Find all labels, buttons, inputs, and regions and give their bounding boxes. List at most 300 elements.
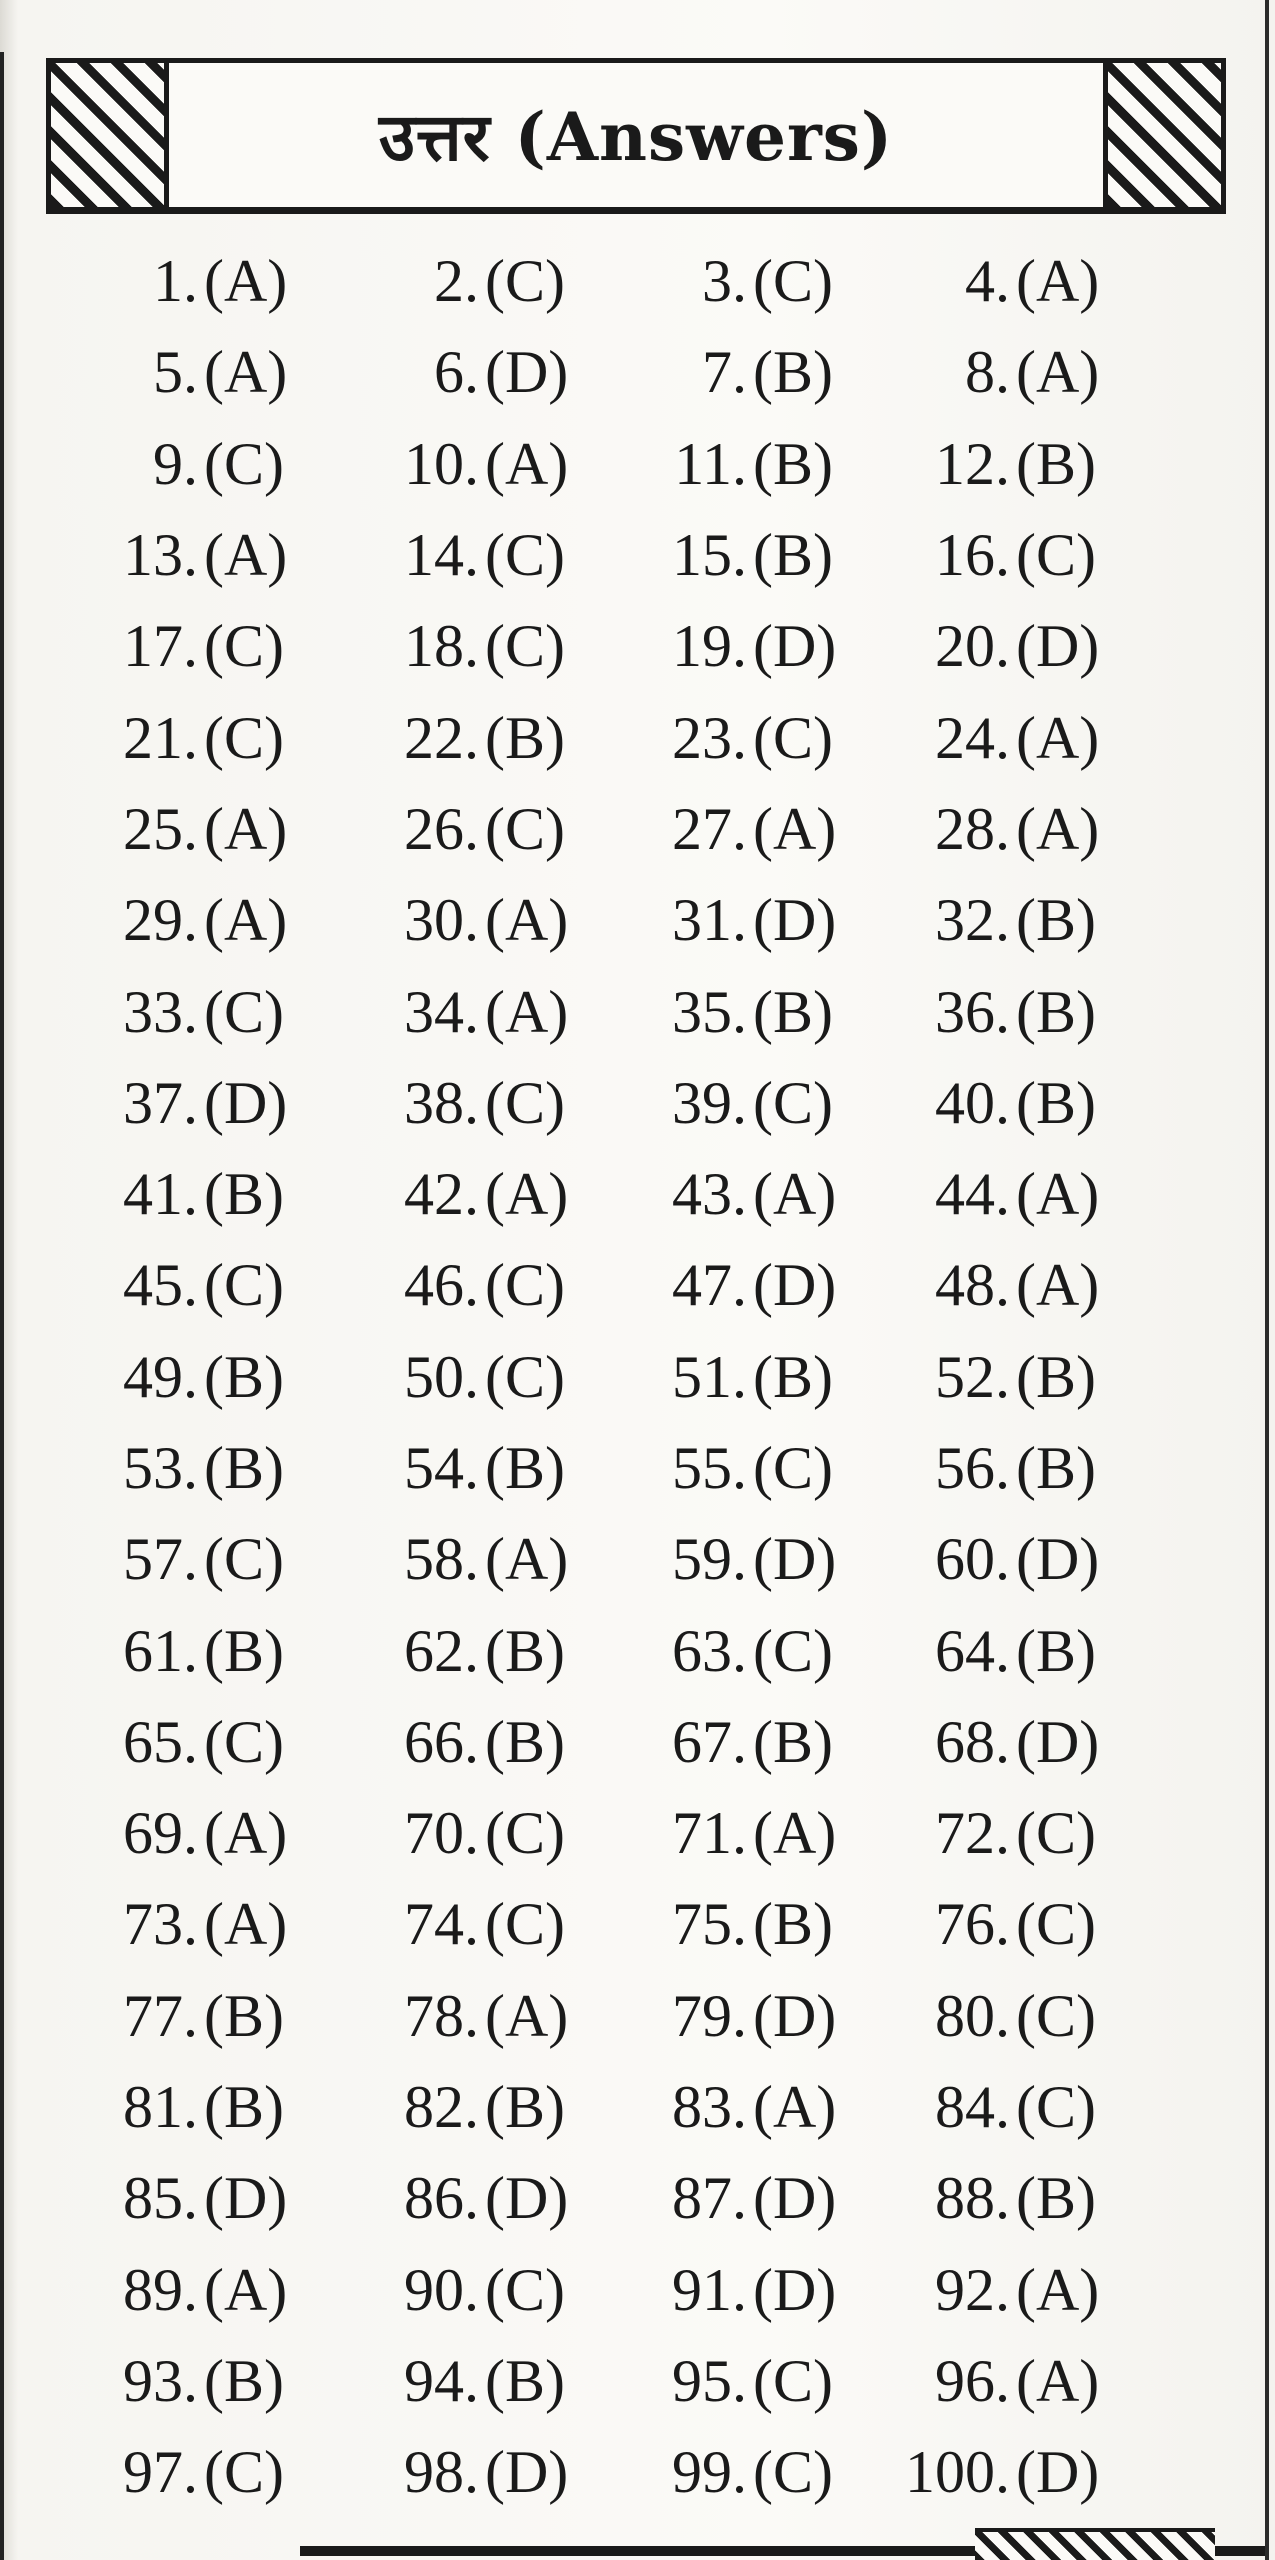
answer-option: (B) [485, 704, 565, 771]
question-number: 15. [672, 522, 747, 589]
answer-option: (C) [485, 1891, 565, 1958]
question-number: 89. [123, 2256, 198, 2323]
question-number: 59. [672, 1526, 747, 1593]
answer-option: (B) [485, 1435, 565, 1501]
answer-option: (C) [485, 248, 565, 315]
question-number: 41. [123, 1161, 198, 1228]
answer-item [637, 1788, 905, 1879]
answer-option: (C) [204, 613, 284, 680]
question-number: 94. [404, 2347, 479, 2414]
question-number: 69. [123, 1800, 198, 1867]
question-number: 45. [123, 1252, 198, 1319]
answer-item [637, 1058, 905, 1149]
answer-option: (C) [753, 248, 833, 315]
answer-item [905, 1697, 1180, 1788]
question-number: 60. [935, 1526, 1010, 1593]
answer-item [357, 2153, 637, 2244]
answer-option: (B) [1016, 1617, 1096, 1684]
answer-option: (B) [485, 1617, 565, 1684]
question-number: 100. [905, 2439, 1010, 2506]
question-number: 31. [672, 887, 747, 954]
answer-item [357, 510, 637, 601]
question-number: 10. [404, 430, 479, 497]
question-number: 62. [404, 1617, 479, 1684]
answer-item [637, 1605, 905, 1696]
answer-option: (D) [753, 2165, 837, 2232]
question-number: 53. [123, 1435, 198, 1501]
answer-option: (C) [753, 1617, 833, 1684]
answer-item [357, 1149, 637, 1240]
answer-item [905, 510, 1180, 601]
answer-item [357, 1514, 637, 1605]
answer-option: (C) [204, 1708, 284, 1775]
question-number: 75. [672, 1891, 747, 1958]
answer-item [905, 2153, 1180, 2244]
answer-option: (A) [1016, 1252, 1100, 1319]
answer-option: (B) [1016, 887, 1096, 954]
left-hatch-ornament [51, 63, 169, 207]
answer-item [357, 236, 637, 327]
answer-item [637, 1697, 905, 1788]
answer-option: (D) [753, 1982, 837, 2049]
answer-option: (C) [1016, 1982, 1096, 2049]
question-number: 24. [935, 704, 1010, 771]
answer-item [60, 784, 357, 875]
answer-item [60, 601, 357, 692]
answer-option: (A) [753, 795, 837, 862]
answer-item [60, 1240, 357, 1331]
answer-item [357, 1240, 637, 1331]
question-number: 91. [672, 2256, 747, 2323]
answer-option: (B) [753, 522, 833, 589]
answer-option: (C) [485, 2256, 565, 2323]
answer-item [357, 601, 637, 692]
answer-item [905, 784, 1180, 875]
answer-option: (A) [204, 248, 288, 315]
answer-option: (C) [485, 1252, 565, 1319]
answer-item [60, 1514, 357, 1605]
answer-item [905, 692, 1180, 783]
answer-option: (B) [753, 978, 833, 1045]
question-number: 70. [404, 1800, 479, 1867]
question-number: 22. [404, 704, 479, 771]
answer-option: (D) [753, 887, 837, 954]
question-number: 33. [123, 978, 198, 1045]
answer-item [637, 2062, 905, 2153]
answer-option: (B) [753, 430, 833, 497]
answer-option: (C) [485, 522, 565, 589]
answer-item [60, 1879, 357, 1970]
answer-item [60, 1971, 357, 2062]
answer-item [637, 419, 905, 510]
answer-item [60, 692, 357, 783]
question-number: 93. [123, 2347, 198, 2414]
answer-option: (C) [753, 1435, 833, 1501]
answer-option: (C) [204, 704, 284, 771]
answer-item [357, 1697, 637, 1788]
question-number: 32. [935, 887, 1010, 954]
answer-item [357, 2245, 637, 2336]
left-border-rule [0, 52, 4, 2560]
answer-item [905, 1058, 1180, 1149]
question-number: 28. [935, 795, 1010, 862]
answer-item [905, 1240, 1180, 1331]
answer-option: (B) [753, 1708, 833, 1775]
answer-option: (A) [204, 2256, 288, 2323]
answer-option: (B) [485, 2347, 565, 2414]
question-number: 77. [123, 1982, 198, 2049]
answer-item [60, 2427, 357, 2518]
question-number: 79. [672, 1982, 747, 2049]
question-number: 19. [672, 613, 747, 680]
question-number: 74. [404, 1891, 479, 1958]
answer-option: (A) [1016, 339, 1100, 406]
answer-option: (C) [485, 1069, 565, 1136]
answer-option: (C) [753, 2347, 833, 2414]
question-number: 5. [153, 339, 198, 406]
question-number: 92. [935, 2256, 1010, 2323]
answer-option: (C) [204, 1526, 284, 1593]
question-number: 71. [672, 1800, 747, 1867]
question-number: 97. [123, 2439, 198, 2506]
answer-item [357, 2062, 637, 2153]
question-number: 98. [404, 2439, 479, 2506]
answer-option: (B) [204, 1435, 284, 1501]
question-number: 30. [404, 887, 479, 954]
question-number: 73. [123, 1891, 198, 1958]
question-number: 83. [672, 2074, 747, 2141]
question-number: 50. [404, 1343, 479, 1410]
question-number: 84. [935, 2074, 1010, 2141]
question-number: 47. [672, 1252, 747, 1319]
answer-item [60, 327, 357, 418]
answer-option: (A) [1016, 2347, 1100, 2414]
answer-item [905, 875, 1180, 966]
answer-option: (C) [204, 2439, 284, 2506]
answer-item [637, 327, 905, 418]
answer-item [637, 1149, 905, 1240]
answer-option: (C) [204, 1252, 284, 1319]
answer-item [60, 2062, 357, 2153]
answer-option: (A) [1016, 248, 1100, 315]
answer-option: (A) [485, 1161, 569, 1228]
answer-option: (C) [485, 795, 565, 862]
answer-option: (C) [1016, 1800, 1096, 1867]
question-number: 54. [404, 1435, 479, 1501]
answer-item [637, 1240, 905, 1331]
answer-option: (B) [204, 1343, 284, 1410]
question-number: 99. [672, 2439, 747, 2506]
answer-item [357, 1605, 637, 1696]
answer-item [637, 784, 905, 875]
answer-option: (B) [1016, 430, 1096, 497]
answer-option: (D) [753, 2256, 837, 2323]
question-number: 16. [935, 522, 1010, 589]
question-number: 37. [123, 1069, 198, 1136]
answer-option: (A) [485, 887, 569, 954]
answer-option: (B) [204, 1161, 284, 1228]
page-title: उत्तर (Answers) [378, 98, 894, 176]
question-number: 42. [404, 1161, 479, 1228]
answer-option: (B) [753, 339, 833, 406]
question-number: 57. [123, 1526, 198, 1593]
answer-option: (A) [204, 339, 288, 406]
answer-option: (C) [204, 978, 284, 1045]
question-number: 51. [672, 1343, 747, 1410]
answer-option: (B) [753, 1343, 833, 1410]
answer-option: (B) [204, 2074, 284, 2141]
question-number: 49. [123, 1343, 198, 1410]
question-number: 61. [123, 1617, 198, 1684]
question-number: 44. [935, 1161, 1010, 1228]
answer-item [60, 236, 357, 327]
answer-item [357, 1879, 637, 1970]
answer-option: (C) [485, 613, 565, 680]
question-number: 12. [935, 430, 1010, 497]
answer-item [60, 1058, 357, 1149]
answer-option: (A) [485, 1982, 569, 2049]
answer-option: (D) [1016, 2439, 1100, 2506]
answer-option: (D) [485, 2165, 569, 2232]
footer-hatch-ornament [975, 2528, 1215, 2560]
question-number: 85. [123, 2165, 198, 2232]
question-number: 90. [404, 2256, 479, 2323]
answer-option: (B) [1016, 2165, 1096, 2232]
answer-item [60, 1697, 357, 1788]
answer-option: (D) [485, 339, 569, 406]
answer-item [905, 1514, 1180, 1605]
question-number: 4. [965, 248, 1010, 315]
question-number: 87. [672, 2165, 747, 2232]
answer-item [905, 1423, 1180, 1514]
question-number: 95. [672, 2347, 747, 2414]
question-number: 96. [935, 2347, 1010, 2414]
answer-item [637, 601, 905, 692]
answer-option: (D) [1016, 613, 1100, 680]
answer-option: (D) [753, 1252, 837, 1319]
question-number: 52. [935, 1343, 1010, 1410]
question-number: 66. [404, 1708, 479, 1775]
answer-item [60, 875, 357, 966]
answer-grid [60, 236, 1180, 2518]
answer-option: (B) [753, 1891, 833, 1958]
answer-item [357, 966, 637, 1057]
question-number: 34. [404, 978, 479, 1045]
answer-item [905, 236, 1180, 327]
answer-item [60, 510, 357, 601]
question-number: 56. [935, 1435, 1010, 1501]
answer-option: (B) [485, 1708, 565, 1775]
answer-option: (B) [204, 2347, 284, 2414]
question-number: 29. [123, 887, 198, 954]
answer-option: (B) [204, 1617, 284, 1684]
answer-option: (A) [204, 1800, 288, 1867]
question-number: 72. [935, 1800, 1010, 1867]
answer-item [60, 2336, 357, 2427]
answers-header-box [46, 58, 1226, 214]
question-number: 48. [935, 1252, 1010, 1319]
answer-item [905, 1788, 1180, 1879]
question-number: 2. [434, 248, 479, 315]
answer-option: (C) [485, 1800, 565, 1867]
answer-option: (A) [204, 887, 288, 954]
answer-item [357, 784, 637, 875]
answer-item [60, 1788, 357, 1879]
answer-item [905, 2427, 1180, 2518]
answer-item [357, 2336, 637, 2427]
question-number: 7. [702, 339, 747, 406]
question-number: 18. [404, 613, 479, 680]
answer-option: (D) [1016, 1708, 1100, 1775]
question-number: 65. [123, 1708, 198, 1775]
question-number: 3. [702, 248, 747, 315]
answer-item [60, 2245, 357, 2336]
question-number: 23. [672, 704, 747, 771]
answer-option: (C) [485, 1343, 565, 1410]
answer-item [357, 1423, 637, 1514]
question-number: 40. [935, 1069, 1010, 1136]
answer-option: (A) [753, 2074, 837, 2141]
answer-item [357, 1971, 637, 2062]
question-number: 36. [935, 978, 1010, 1045]
answer-option: (C) [1016, 2074, 1096, 2141]
answer-option: (A) [204, 1891, 288, 1958]
answer-item [637, 2153, 905, 2244]
answer-option: (A) [753, 1800, 837, 1867]
answer-item [637, 2245, 905, 2336]
answer-item [637, 1879, 905, 1970]
answer-item [637, 1423, 905, 1514]
answer-item [357, 692, 637, 783]
answer-option: (A) [1016, 704, 1100, 771]
answer-option: (A) [1016, 795, 1100, 862]
answer-option: (A) [753, 1161, 837, 1228]
question-number: 11. [674, 430, 747, 497]
answer-item [905, 2336, 1180, 2427]
question-number: 9. [153, 430, 198, 497]
answer-item [905, 419, 1180, 510]
answer-item [905, 2245, 1180, 2336]
answer-item [905, 1605, 1180, 1696]
answer-item [637, 236, 905, 327]
question-number: 21. [123, 704, 198, 771]
right-border-rule [1265, 0, 1269, 2560]
answer-item [357, 1788, 637, 1879]
answer-option: (A) [485, 430, 569, 497]
question-number: 58. [404, 1526, 479, 1593]
answer-item [637, 2427, 905, 2518]
answer-item [905, 1971, 1180, 2062]
question-number: 14. [404, 522, 479, 589]
answer-option: (A) [204, 522, 288, 589]
answer-option: (B) [1016, 1069, 1096, 1136]
answer-option: (A) [1016, 2256, 1100, 2323]
answer-item [60, 2153, 357, 2244]
answer-option: (D) [204, 2165, 288, 2232]
question-number: 64. [935, 1617, 1010, 1684]
answer-item [357, 2427, 637, 2518]
question-number: 68. [935, 1708, 1010, 1775]
question-number: 13. [123, 522, 198, 589]
question-number: 76. [935, 1891, 1010, 1958]
answer-item [60, 419, 357, 510]
answer-option: (C) [204, 430, 284, 497]
answer-option: (C) [753, 1069, 833, 1136]
answer-option: (B) [485, 2074, 565, 2141]
answer-option: (B) [1016, 1435, 1096, 1501]
question-number: 67. [672, 1708, 747, 1775]
answer-option: (B) [204, 1982, 284, 2049]
answer-item [357, 1332, 637, 1423]
answer-item [60, 1332, 357, 1423]
answer-item [905, 966, 1180, 1057]
answer-option: (B) [1016, 1343, 1096, 1410]
answer-item [905, 2062, 1180, 2153]
answer-option: (D) [753, 613, 837, 680]
answer-option: (D) [1016, 1526, 1100, 1593]
answer-item [357, 1058, 637, 1149]
question-number: 81. [123, 2074, 198, 2141]
answer-option: (A) [485, 978, 569, 1045]
answer-item [637, 875, 905, 966]
question-number: 55. [672, 1435, 747, 1501]
question-number: 17. [123, 613, 198, 680]
answer-item [637, 692, 905, 783]
answer-option: (C) [1016, 522, 1096, 589]
answer-item [60, 1423, 357, 1514]
answer-option: (C) [753, 2439, 833, 2506]
answer-option: (A) [485, 1526, 569, 1593]
question-number: 43. [672, 1161, 747, 1228]
answer-item [905, 601, 1180, 692]
answer-item [357, 419, 637, 510]
question-number: 27. [672, 795, 747, 862]
question-number: 35. [672, 978, 747, 1045]
answer-item [637, 2336, 905, 2427]
question-number: 8. [965, 339, 1010, 406]
question-number: 46. [404, 1252, 479, 1319]
answer-item [60, 966, 357, 1057]
answer-item [905, 327, 1180, 418]
answer-option: (C) [1016, 1891, 1096, 1958]
answer-item [60, 1149, 357, 1240]
question-number: 6. [434, 339, 479, 406]
answer-item [637, 1971, 905, 2062]
question-number: 78. [404, 1982, 479, 2049]
answer-item [905, 1332, 1180, 1423]
question-number: 39. [672, 1069, 747, 1136]
answer-item [637, 966, 905, 1057]
answer-option: (A) [204, 795, 288, 862]
answer-item [637, 1514, 905, 1605]
question-number: 86. [404, 2165, 479, 2232]
answer-option: (D) [753, 1526, 837, 1593]
answer-item [60, 1605, 357, 1696]
question-number: 1. [153, 248, 198, 315]
answer-option: (A) [1016, 1161, 1100, 1228]
answer-item [905, 1879, 1180, 1970]
question-number: 80. [935, 1982, 1010, 2049]
answer-option: (C) [753, 704, 833, 771]
answer-item [905, 1149, 1180, 1240]
answer-option: (B) [1016, 978, 1096, 1045]
right-hatch-ornament [1103, 63, 1221, 207]
question-number: 26. [404, 795, 479, 862]
question-number: 88. [935, 2165, 1010, 2232]
question-number: 38. [404, 1069, 479, 1136]
question-number: 82. [404, 2074, 479, 2141]
question-number: 20. [935, 613, 1010, 680]
